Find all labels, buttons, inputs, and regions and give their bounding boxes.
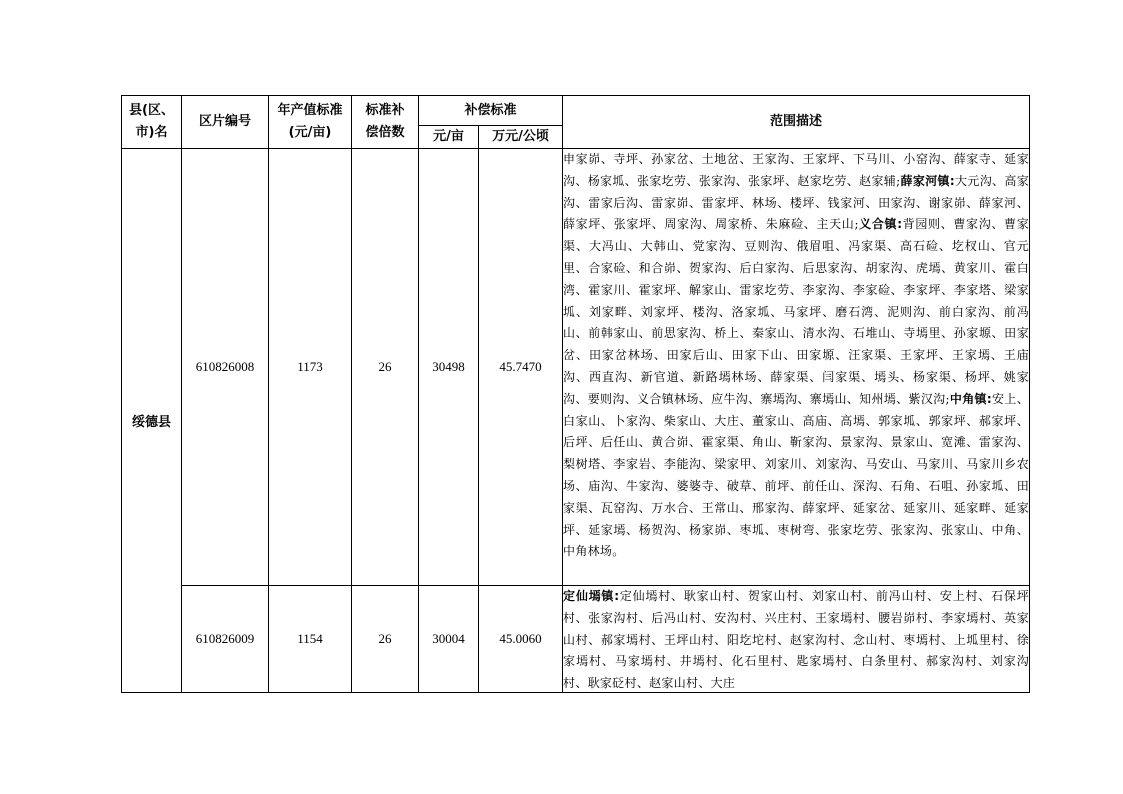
header-multiplier: 标准补偿倍数 [352, 96, 419, 149]
wan-per-ha: 45.7470 [479, 149, 563, 586]
annual-value: 1154 [269, 586, 352, 693]
zone-code: 610826008 [182, 149, 269, 586]
wan-per-ha: 45.0060 [479, 586, 563, 693]
header-zone-code: 区片编号 [182, 96, 269, 149]
header-county: 县(区、市)名 [122, 96, 182, 149]
town-name: 义合镇: [858, 217, 903, 232]
table-row [122, 149, 1030, 586]
town-name: 定仙墕镇: [563, 589, 620, 603]
yuan-per-mu: 30004 [419, 586, 479, 693]
compensation-table [121, 95, 1030, 693]
header-wan-per-ha: 万元/公顷 [479, 126, 563, 149]
multiplier: 26 [352, 149, 419, 586]
zone-code: 610826009 [182, 586, 269, 693]
scope-description: 定仙墕镇:定仙墕村、耿家山村、贺家山村、刘家山村、前冯山村、安上村、石保坪村、张家沟村、后冯山村、安沟村、兴庄村、王家墕村、腰岩峁村、李家墕村、英家山村、郝家墕村、王坪山村、阳圪坨村、赵家沟村、念山村、枣墕村、上坬里村、徐家墕村、马家墕村、井墕村、化石里村、匙家墕村、白条里村、郝家沟村、刘家沟村、耿家砭村、赵家山村、大庄 [563, 586, 1030, 693]
yuan-per-mu: 30498 [419, 149, 479, 586]
header-scope: 范围描述 [563, 96, 1030, 149]
header-yuan-per-mu: 元/亩 [419, 126, 479, 149]
scope-description: 申家峁、寺坪、孙家岔、土地岔、王家沟、王家坪、下马川、小窑沟、薛家寺、延家沟、杨家坬、张家圪劳、张家沟、张家坪、赵家圪劳、赵家辅;薛家河镇:大元沟、高家沟、雷家后沟、雷家峁、雷家坪、林场、楼坪、钱家河、田家沟、谢家峁、薛家河、薛家坪、张家坪、周家沟、周家桥、朱麻硷、主天山;义合镇:背园则、曹家沟、曹家渠、大冯山、大韩山、党家沟、豆则沟、俄眉咀、冯家渠、高石硷、圪杈山、官元里、合家硷、和合峁、贺家沟、后白家沟、后思家沟、胡家沟、虎墕、黄家川、霍白湾、霍家川、霍家坪、解家山、雷家圪劳、李家沟、李家硷、李家坪、李家塔、梁家坬、刘家畔、刘家坪、楼沟、洛家坬、马家坪、磨石湾、泥则沟、前白家沟、前冯山、前韩家山、前思家沟、桥上、秦家山、清水沟、石堆山、寺墕里、孙家塬、田家岔、田家岔林场、田家后山、田家下山、田家塬、汪家渠、王家坪、王家墕、王庙沟、西直沟、新官道、新路墕林场、薛家渠、闫家渠、墕头、杨家渠、杨坪、姚家沟、要则沟、义合镇林场、应牛沟、寨墕沟、寨墕山、知州墕、紫汉沟;中角镇:安上、白家山、卜家沟、柴家山、大庄、董家山、高庙、高墕、郭家坬、郭家坪、郝家坪、后坪、后任山、黄合峁、霍家渠、角山、靳家沟、景家沟、景家山、宽滩、雷家沟、梨树塔、李家岩、李能沟、梁家甲、刘家川、刘家沟、马安山、马家川、马家川乡农场、庙沟、牛家沟、婆婆寺、破草、前坪、前任山、深沟、石角、石咀、孙家坬、田家渠、瓦窑沟、万水合、王常山、邢家沟、薛家坪、延家岔、延家川、延家畔、延家坪、延家墕、杨贺沟、杨家峁、枣坬、枣树弯、张家圪劳、张家沟、张家山、中角、中角林场。 [563, 149, 1030, 586]
town-name: 中角镇: [949, 391, 992, 406]
table-row [122, 586, 1030, 693]
annual-value: 1173 [269, 149, 352, 586]
header-annual-value: 年产值标准(元/亩) [269, 96, 352, 149]
header-compensation: 补偿标准 [419, 96, 563, 126]
town-name: 薛家河镇: [900, 173, 955, 188]
county-name: 绥德县 [122, 149, 182, 693]
multiplier: 26 [352, 586, 419, 693]
